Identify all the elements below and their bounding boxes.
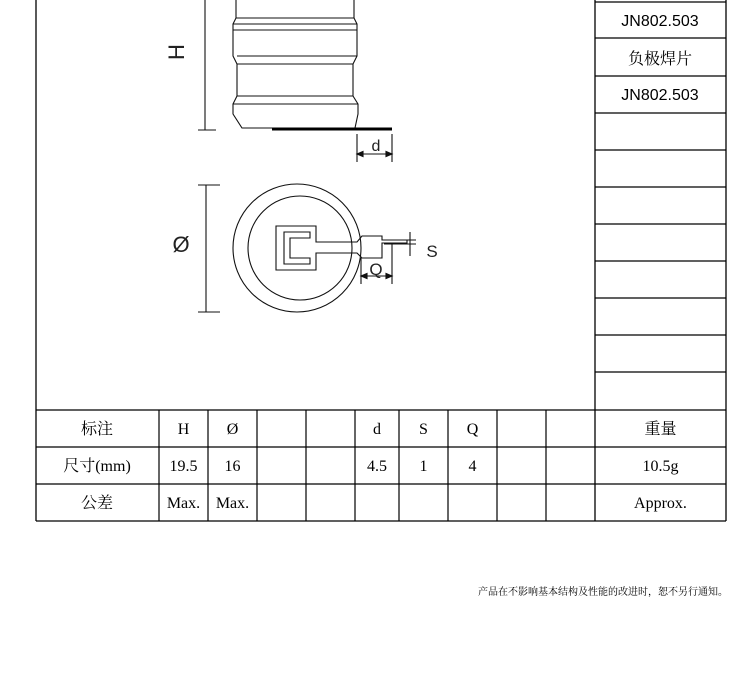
cell-d-header: d xyxy=(373,421,381,438)
cell-dia-value: 16 xyxy=(224,458,241,475)
weight-value: 10.5g xyxy=(642,458,679,475)
weight-header: 重量 xyxy=(644,421,677,438)
cell-q-value: 4 xyxy=(468,458,477,475)
battery-top-view xyxy=(198,184,416,312)
cell-h-header: H xyxy=(177,421,190,438)
cell-h-value: 19.5 xyxy=(169,458,198,475)
diameter-label: Ø xyxy=(172,232,190,257)
height-label: H xyxy=(164,44,189,60)
side-part-name: 负极焊片 xyxy=(627,49,693,68)
d-label: d xyxy=(371,138,381,155)
cell-s-value: 1 xyxy=(419,458,428,475)
weight-tolerance: Approx. xyxy=(634,495,687,512)
row-label-tolerance: 公差 xyxy=(80,495,114,512)
cell-dia-tolerance: Max. xyxy=(215,495,250,512)
cell-q-header: Q xyxy=(466,421,479,438)
footnote: 产品在不影响基本结构及性能的改进时，恕不另行通知。 xyxy=(478,587,728,598)
cell-h-tolerance: Max. xyxy=(166,495,201,512)
side-part-number-2: JN802.503 xyxy=(621,87,699,104)
row-label-mark: 标注 xyxy=(80,421,114,438)
battery-side-view xyxy=(198,0,392,162)
q-label: Q xyxy=(369,260,383,279)
row-label-size: 尺寸(mm) xyxy=(63,458,131,475)
cell-dia-header: Ø xyxy=(226,421,239,438)
s-label: S xyxy=(426,242,438,261)
cell-s-header: S xyxy=(419,421,428,438)
cell-d-value: 4.5 xyxy=(367,458,387,475)
side-part-number-1: JN802.503 xyxy=(621,13,699,30)
